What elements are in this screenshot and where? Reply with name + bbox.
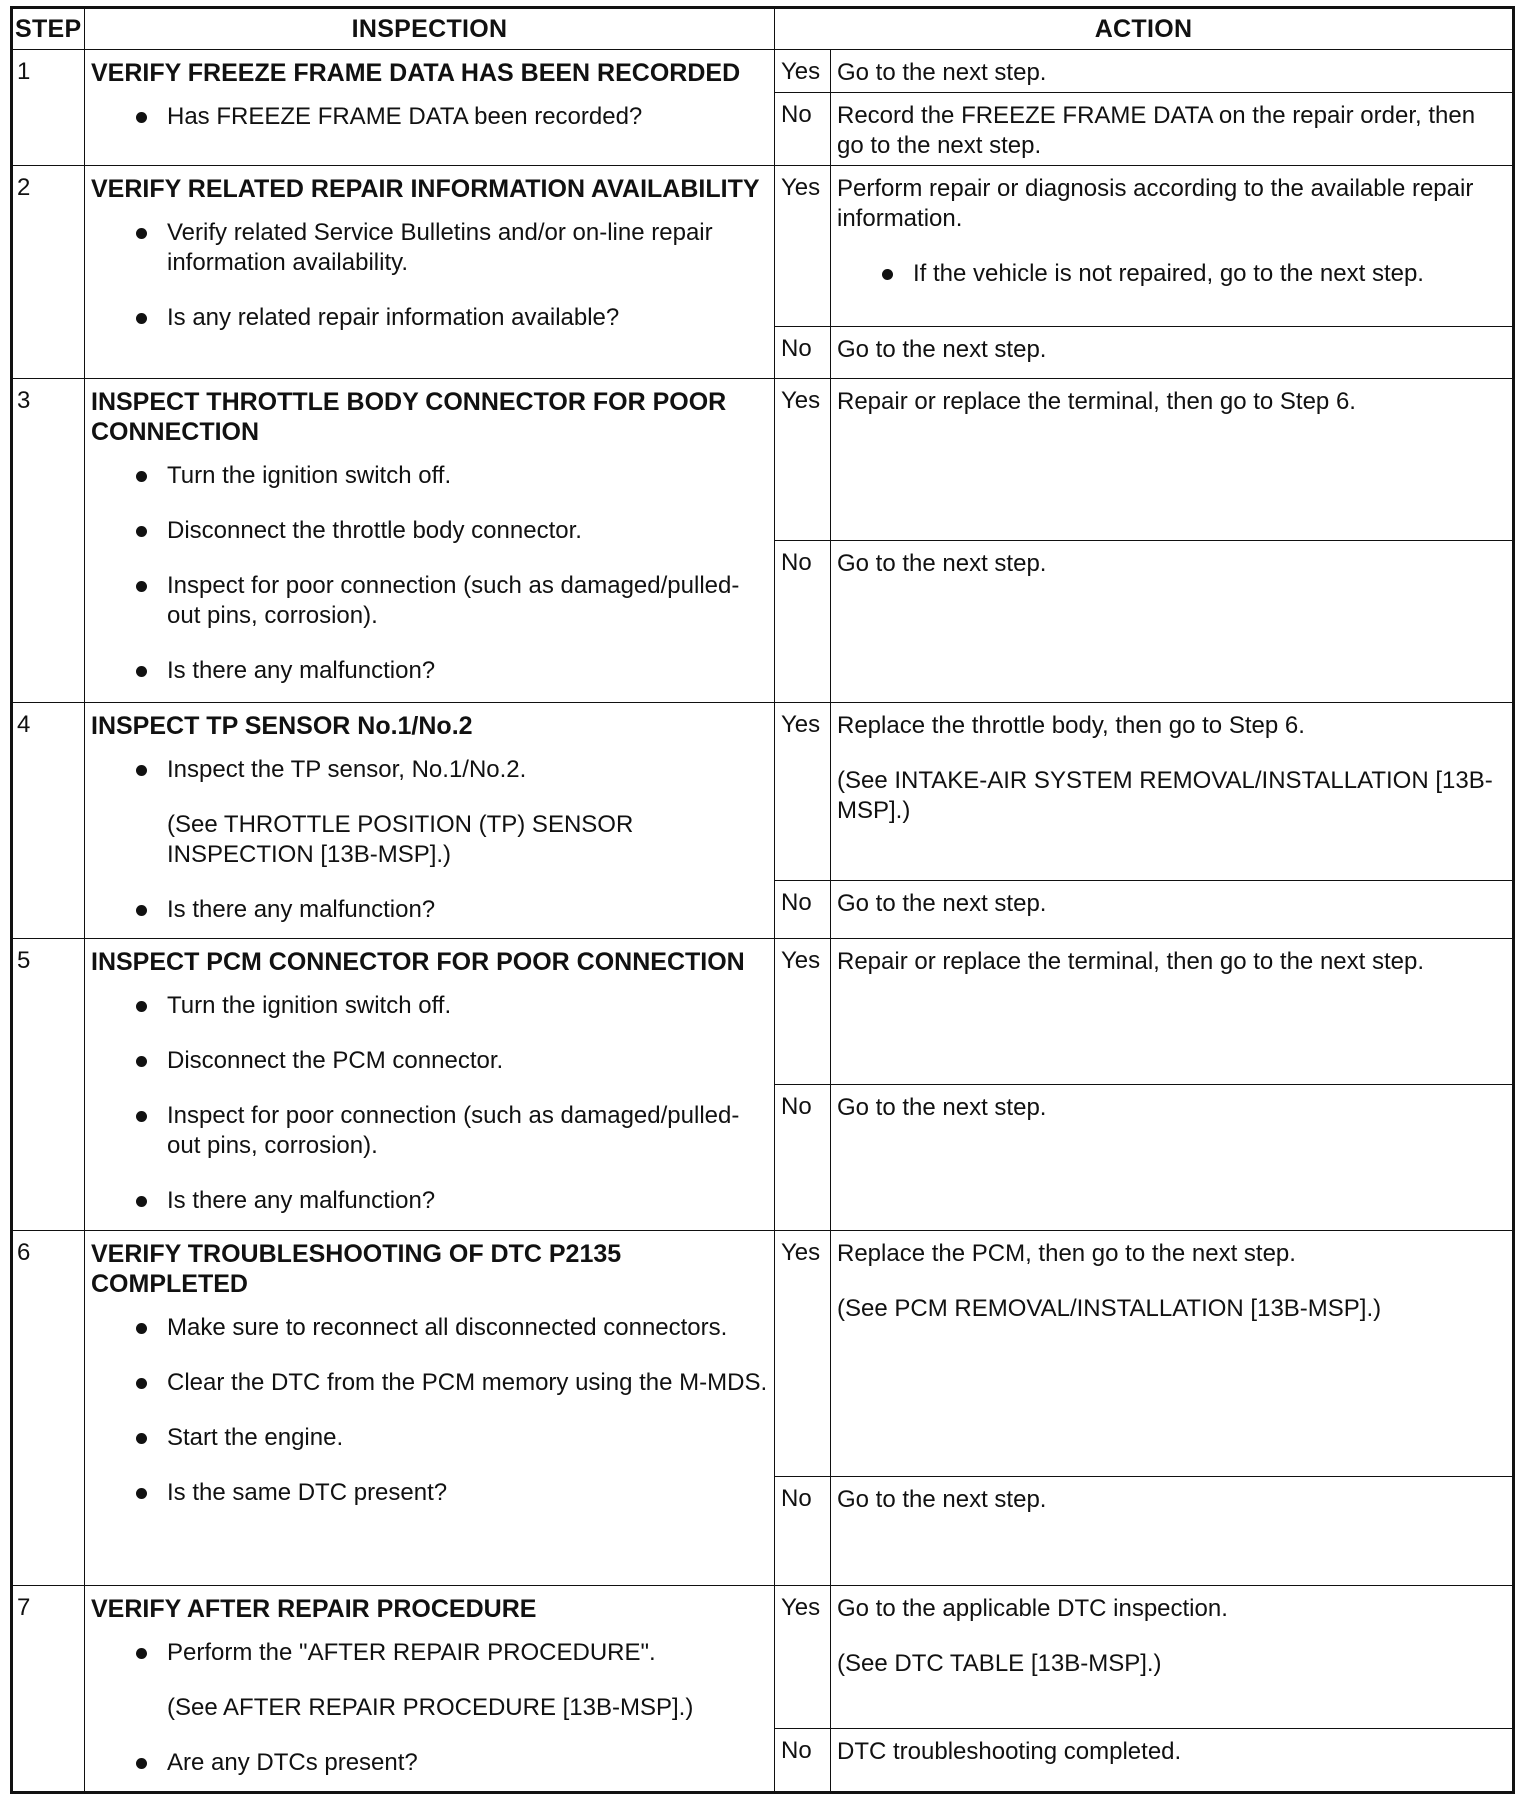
- step-5-yes-row: [12, 939, 1514, 1085]
- bullet-text: Disconnect the throttle body connector.: [167, 517, 582, 544]
- troubleshooting-table: [10, 6, 1515, 1794]
- inspection-bullet: [91, 571, 770, 631]
- step-number: 3: [12, 379, 85, 703]
- step-number: 1: [12, 50, 85, 166]
- no-action: Go to the next step.: [831, 881, 1514, 939]
- yes-action: Go to the applicable DTC inspection.: [837, 1595, 1228, 1622]
- no-label: No: [775, 1477, 831, 1586]
- step-7-yes-row: [12, 1586, 1514, 1729]
- step-5-inspection: [85, 939, 775, 1231]
- bullet-icon: [136, 1323, 147, 1334]
- yes-label: Yes: [775, 1231, 831, 1477]
- bullet-icon: [136, 112, 147, 123]
- inspection-bullet: [91, 1368, 770, 1398]
- yes-reference: (See DTC TABLE [13B-MSP].): [837, 1650, 1162, 1677]
- yes-reference: (See PCM REMOVAL/INSTALLATION [13B-MSP].): [837, 1295, 1382, 1322]
- reference-note: (See THROTTLE POSITION (TP) SENSOR INSPECTION [13B-MSP].): [167, 811, 634, 868]
- bullet-icon: [136, 1378, 147, 1389]
- step-6-yes-row: [12, 1231, 1514, 1477]
- bullet-text: Has FREEZE FRAME DATA been recorded?: [167, 103, 643, 130]
- step-3-inspection: [85, 379, 775, 703]
- yes-label: Yes: [775, 379, 831, 541]
- step-header: STEP: [12, 8, 85, 50]
- inspection-bullet: [91, 218, 770, 278]
- bullet-text: Disconnect the PCM connector.: [167, 1047, 504, 1074]
- yes-action-cell: [831, 703, 1514, 881]
- step-7-inspection: [85, 1586, 775, 1793]
- bullet-icon: [136, 1196, 147, 1207]
- inspection-bullet: [91, 1046, 770, 1076]
- no-action: DTC troubleshooting completed.: [831, 1729, 1514, 1793]
- step-number: 7: [12, 1586, 85, 1793]
- step-2-yes-row: [12, 166, 1514, 327]
- bullet-icon: [136, 1111, 147, 1122]
- bullet-icon: [136, 1433, 147, 1444]
- step-title: INSPECT PCM CONNECTOR FOR POOR CONNECTION: [91, 948, 745, 976]
- step-4-inspection: [85, 703, 775, 939]
- no-action: Go to the next step.: [831, 541, 1514, 703]
- yes-action-cell: [831, 1231, 1514, 1477]
- step-number: 5: [12, 939, 85, 1231]
- action-bullet: [837, 259, 1508, 289]
- no-action: Go to the next step.: [831, 1085, 1514, 1231]
- yes-label: Yes: [775, 50, 831, 93]
- bullet-icon: [882, 269, 893, 280]
- no-label: No: [775, 93, 831, 166]
- step-title: VERIFY TROUBLESHOOTING OF DTC P2135 COMPLETED: [91, 1240, 622, 1298]
- bullet-icon: [136, 228, 147, 239]
- header-row: [12, 8, 1514, 50]
- bullet-text: Turn the ignition switch off.: [167, 462, 452, 489]
- yes-action: Go to the next step.: [831, 50, 1514, 93]
- bullet-text: Start the engine.: [167, 1424, 344, 1451]
- inspection-bullet: [91, 1186, 770, 1216]
- bullet-icon: [136, 1056, 147, 1067]
- step-3-yes-row: [12, 379, 1514, 541]
- yes-action-cell: [831, 166, 1514, 327]
- step-2-inspection: [85, 166, 775, 379]
- bullet-text: Is any related repair information available?: [167, 304, 620, 331]
- bullet-text: Inspect for poor connection (such as damaged/pulled-out pins, corrosion).: [167, 1102, 740, 1159]
- action-header: ACTION: [775, 8, 1514, 50]
- inspection-bullet: [91, 1638, 770, 1668]
- dtc-inspection-sheet: [10, 6, 1512, 1790]
- yes-action-cell: [831, 1586, 1514, 1729]
- inspection-bullet: [91, 1423, 770, 1453]
- yes-label: Yes: [775, 939, 831, 1085]
- bullet-text: Clear the DTC from the PCM memory using the M-MDS.: [167, 1369, 768, 1396]
- inspection-bullet: [91, 461, 770, 491]
- no-action: Go to the next step.: [831, 327, 1514, 379]
- bullet-icon: [136, 1488, 147, 1499]
- step-1-yes-row: [12, 50, 1514, 93]
- inspection-bullet: [91, 755, 770, 785]
- bullet-text: Are any DTCs present?: [167, 1749, 418, 1776]
- bullet-icon: [136, 313, 147, 324]
- inspection-header: INSPECTION: [85, 8, 775, 50]
- yes-action: Replace the PCM, then go to the next step.: [837, 1240, 1296, 1267]
- no-label: No: [775, 1085, 831, 1231]
- bullet-icon: [136, 1758, 147, 1769]
- inspection-bullet: [91, 102, 770, 132]
- step-title: VERIFY RELATED REPAIR INFORMATION AVAILABILITY: [91, 175, 760, 203]
- inspection-bullet: [91, 1748, 770, 1778]
- step-title: INSPECT THROTTLE BODY CONNECTOR FOR POOR CONNECTION: [91, 388, 727, 446]
- bullet-icon: [136, 765, 147, 776]
- bullet-text: Make sure to reconnect all disconnected connectors.: [167, 1314, 728, 1341]
- step-title: INSPECT TP SENSOR No.1/No.2: [91, 712, 473, 740]
- inspection-bullet: [91, 1478, 770, 1508]
- bullet-text: Is there any malfunction?: [167, 896, 436, 923]
- inspection-bullet: [91, 1313, 770, 1343]
- no-label: No: [775, 881, 831, 939]
- bullet-icon: [136, 581, 147, 592]
- bullet-text: Inspect the TP sensor, No.1/No.2.: [167, 756, 527, 783]
- bullet-icon: [136, 1001, 147, 1012]
- no-action: Record the FREEZE FRAME DATA on the repair order, then go to the next step.: [831, 93, 1514, 166]
- bullet-text: Perform the "AFTER REPAIR PROCEDURE".: [167, 1639, 656, 1666]
- reference-note: (See AFTER REPAIR PROCEDURE [13B-MSP].): [167, 1694, 694, 1721]
- yes-reference: (See INTAKE-AIR SYSTEM REMOVAL/INSTALLATION [13B-MSP].): [837, 767, 1493, 824]
- inspection-bullet: [91, 1101, 770, 1161]
- inspection-bullet: [91, 516, 770, 546]
- bullet-icon: [136, 471, 147, 482]
- inspection-bullet: [91, 656, 770, 686]
- bullet-icon: [136, 905, 147, 916]
- step-title: VERIFY FREEZE FRAME DATA HAS BEEN RECORDED: [91, 59, 741, 87]
- bullet-text: Verify related Service Bulletins and/or on-line repair information availability.: [167, 219, 713, 276]
- yes-action: Perform repair or diagnosis according to the available repair information.: [837, 175, 1474, 232]
- step-4-yes-row: [12, 703, 1514, 881]
- yes-action: Repair or replace the terminal, then go to the next step.: [831, 939, 1514, 1085]
- no-label: No: [775, 541, 831, 703]
- yes-label: Yes: [775, 1586, 831, 1729]
- inspection-bullet: [91, 895, 770, 925]
- bullet-text: Turn the ignition switch off.: [167, 992, 452, 1019]
- bullet-text: Is the same DTC present?: [167, 1479, 448, 1506]
- bullet-text: If the vehicle is not repaired, go to the next step.: [913, 260, 1424, 287]
- bullet-text: Is there any malfunction?: [167, 1187, 436, 1214]
- yes-action: Replace the throttle body, then go to Step 6.: [837, 712, 1305, 739]
- bullet-icon: [136, 1648, 147, 1659]
- step-number: 6: [12, 1231, 85, 1586]
- inspection-bullet: [91, 991, 770, 1021]
- no-label: No: [775, 327, 831, 379]
- step-number: 4: [12, 703, 85, 939]
- step-title: VERIFY AFTER REPAIR PROCEDURE: [91, 1595, 537, 1623]
- yes-label: Yes: [775, 703, 831, 881]
- bullet-text: Is there any malfunction?: [167, 657, 436, 684]
- step-number: 2: [12, 166, 85, 379]
- step-6-inspection: [85, 1231, 775, 1586]
- bullet-text: Inspect for poor connection (such as damaged/pulled-out pins, corrosion).: [167, 572, 740, 629]
- bullet-icon: [136, 526, 147, 537]
- no-label: No: [775, 1729, 831, 1793]
- no-action: Go to the next step.: [831, 1477, 1514, 1586]
- yes-action: Repair or replace the terminal, then go to Step 6.: [831, 379, 1514, 541]
- bullet-icon: [136, 666, 147, 677]
- yes-label: Yes: [775, 166, 831, 327]
- inspection-bullet: [91, 303, 770, 333]
- step-1-inspection: [85, 50, 775, 166]
